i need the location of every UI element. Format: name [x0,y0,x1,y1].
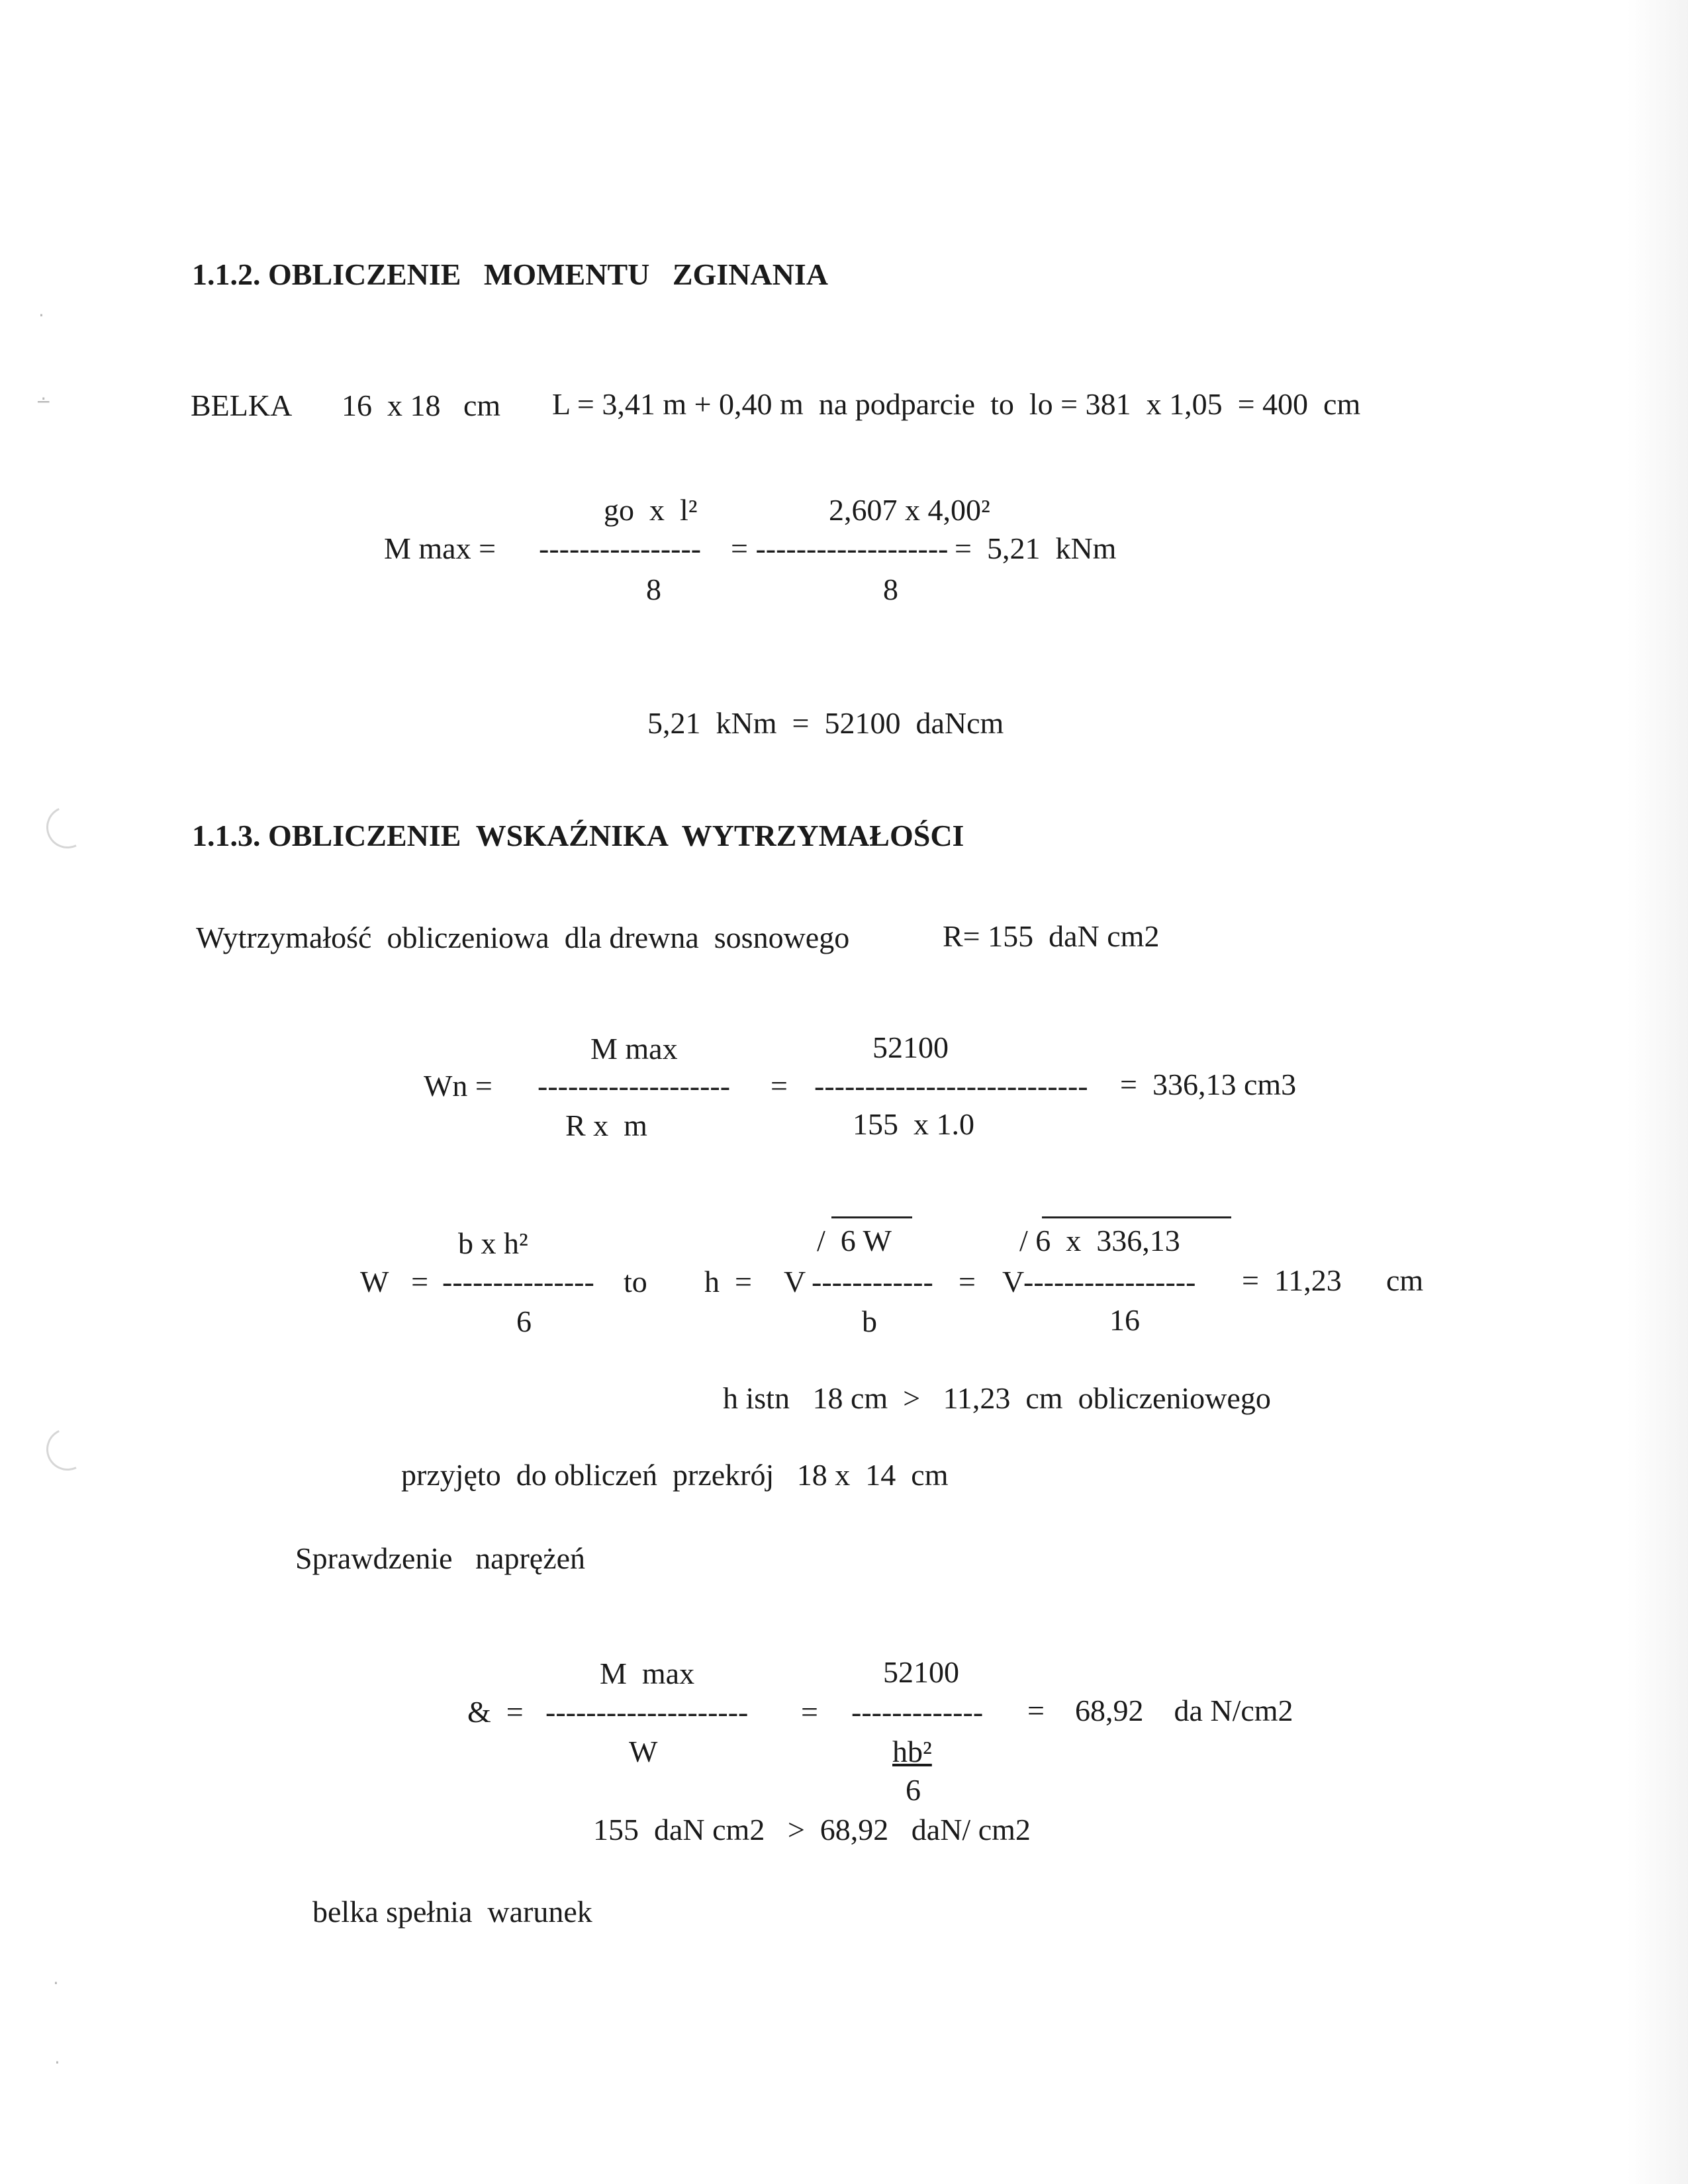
formula-unit: cm [1386,1263,1424,1297]
formula-denominator: 16 [1109,1303,1140,1337]
root-overline [831,1216,912,1218]
formula-result: = 11,23 [1242,1263,1342,1297]
formula-result: = 68,92 da N/cm2 [1027,1694,1293,1727]
equals-sign: = [959,1265,976,1298]
punch-hole-mark [40,800,95,854]
formula-lhs: h = [704,1265,752,1298]
fraction-bar: ------------------- [538,1069,731,1103]
section-heading: 1.1.3. OBLICZENIE WSKAŹNIKA WYTRZYMAŁOŚCI [192,819,964,852]
formula-denominator: R x m [565,1109,647,1142]
strength-description: Wytrzymałość obliczeniowa dla drewna sosnowego [196,921,850,954]
unit-conversion: 5,21 kNm = 52100 daNcm [647,706,1004,740]
formula-lhs: Wn = [424,1069,492,1103]
formula-denominator: 6 [906,1773,921,1807]
formula-denominator: 8 [883,572,898,606]
formula-denominator: 6 [516,1304,532,1338]
formula-numerator: go x l² [604,493,698,527]
formula-numerator: M max [590,1032,678,1066]
formula-result: = 5,21 kNm [955,531,1117,565]
scan-speck: · [54,2052,60,2073]
formula-numerator: b x h² [458,1226,528,1260]
formula-numerator: 52100 [872,1030,949,1064]
formula-denominator: 155 x 1.0 [853,1107,974,1141]
formula-numerator: M max [600,1657,695,1690]
connector-word: to [624,1265,647,1298]
formula-denominator: b [862,1304,877,1338]
root-sign: V [1002,1265,1025,1298]
formula-lhs: & = [467,1695,524,1729]
fraction-bar: --------------- [442,1265,594,1298]
fraction-bar: --------------------------- [814,1069,1088,1103]
equals-sign: = [771,1069,788,1103]
adopted-section: przyjęto do obliczeń przekrój 18 x 14 cm [401,1458,949,1492]
formula-numerator: 2,607 x 4,00² [829,493,990,527]
scan-speck: · [53,1972,59,1994]
root-overline [1042,1216,1231,1218]
height-check: h istn 18 cm > 11,23 cm obliczeniowego [723,1381,1271,1415]
fraction-bar: -------------------- [545,1695,749,1729]
equals-sign: = [801,1695,818,1729]
formula-numerator: 52100 [883,1655,959,1689]
formula-denominator: 8 [646,572,661,606]
fraction-bar: = ------------------- [731,531,949,565]
fraction-bar: ------------ [812,1265,933,1298]
page-edge-shadow [1627,0,1688,2184]
strength-value: R= 155 daN cm2 [943,919,1160,953]
fraction-bar: ------------- [851,1695,984,1729]
stress-check-heading: Sprawdzenie naprężeń [295,1541,586,1575]
formula-denominator: hb² [892,1735,932,1768]
fraction-bar: ----------------- [1023,1265,1196,1298]
scan-speck: · [38,304,44,326]
formula-result: = 336,13 cm3 [1120,1068,1297,1101]
beam-label: BELKA [191,388,293,422]
punch-hole-mark [40,1422,95,1477]
root-sign: V [784,1265,806,1298]
conclusion: belka spełnia warunek [312,1895,592,1929]
beam-dimensions: 16 x 18 cm [342,388,501,422]
formula-numerator: / 6 W [817,1224,892,1257]
formula-lhs: W = [360,1265,429,1298]
formula-denominator: W [629,1735,658,1768]
beam-length: L = 3,41 m + 0,40 m na podparcie to lo = 381 x 1,05 = 400 cm [552,387,1361,421]
formula-lhs: M max = [384,531,496,565]
scan-speck: ∸ [36,390,52,412]
fraction-bar: ---------------- [539,531,702,565]
section-heading: 1.1.2. OBLICZENIE MOMENTU ZGINANIA [192,257,828,291]
stress-comparison: 155 daN cm2 > 68,92 daN/ cm2 [593,1813,1031,1846]
formula-numerator: / 6 x 336,13 [1019,1224,1180,1257]
